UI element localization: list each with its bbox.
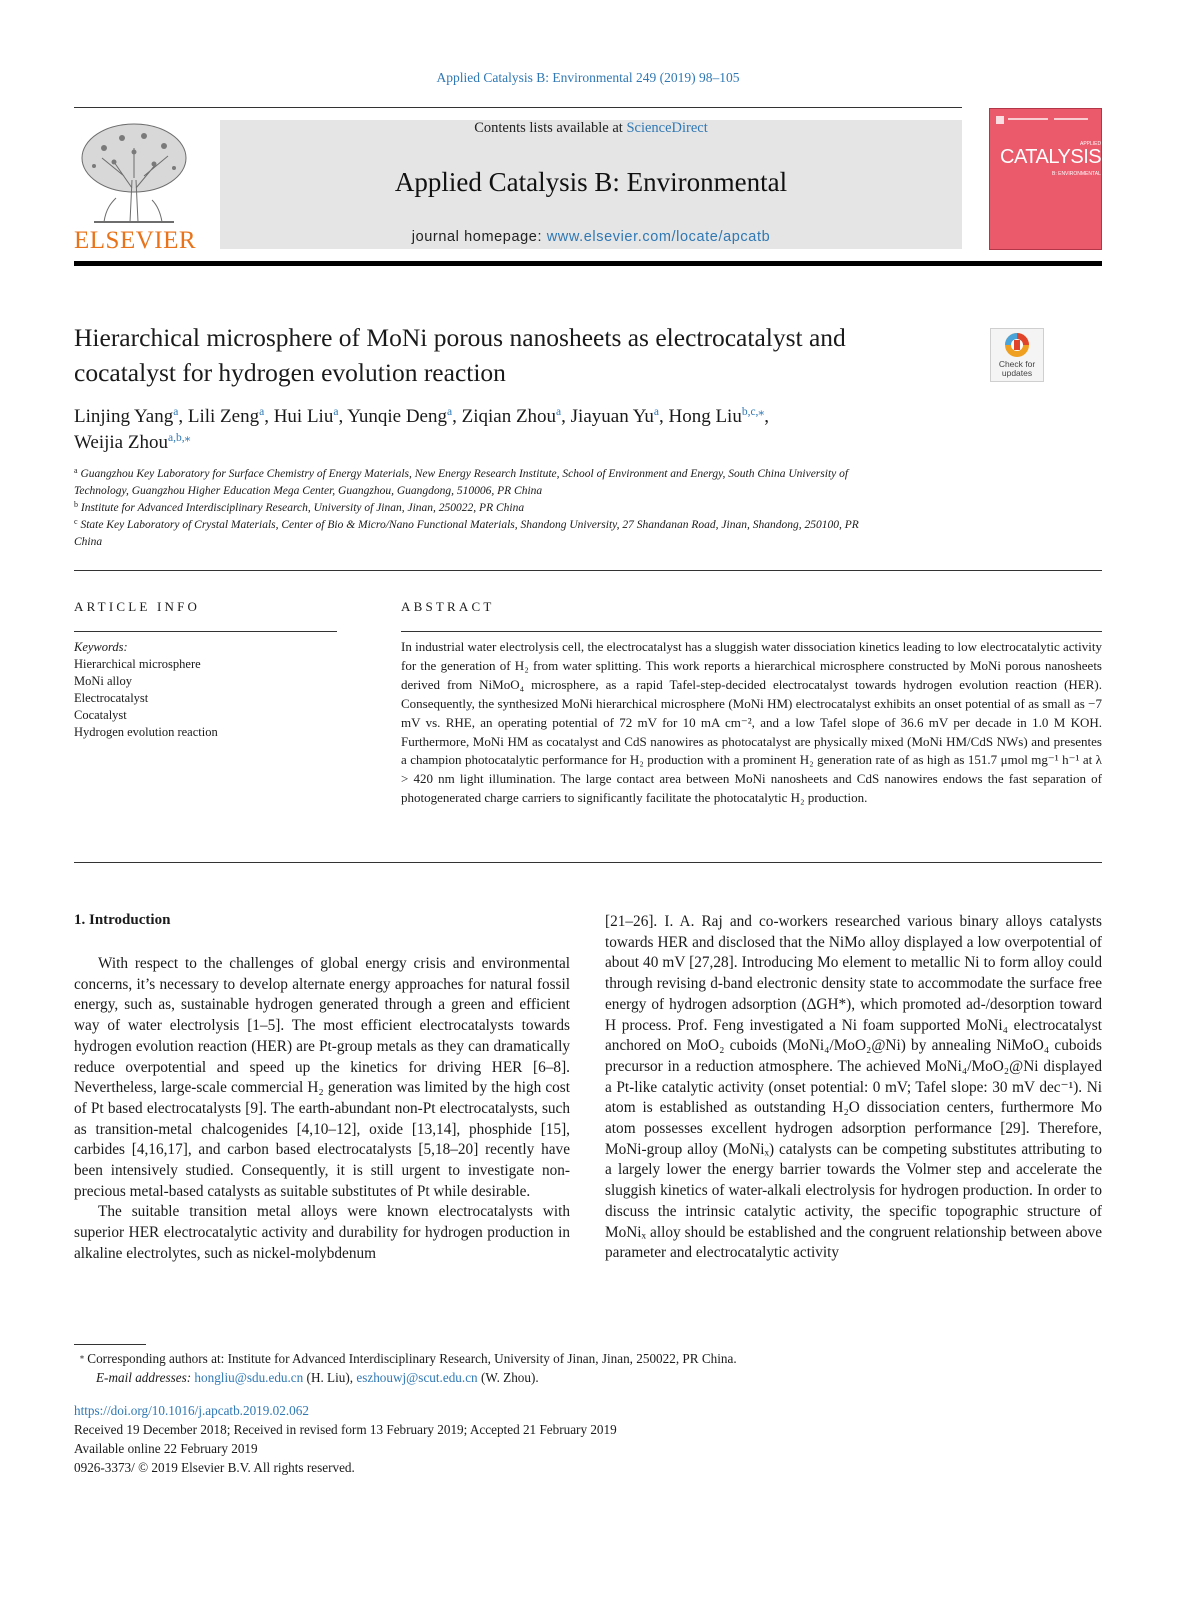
received-dates: Received 19 December 2018; Received in revised form 13 February 2019; Accepted 21 February 2019 <box>74 1422 617 1437</box>
author[interactable]: Jiayuan Yu$^a$, <box>570 406 669 427</box>
crossmark-label: Check for updates <box>998 359 1036 378</box>
keyword-item: Hydrogen evolution reaction <box>74 725 218 739</box>
email-note: E-mail addresses: hongliu@sdu.edu.cn (H. Liu), eszhouwj@scut.edu.cn (W. Zhou). <box>96 1370 539 1385</box>
available-online: Available online 22 February 2019 <box>74 1441 258 1456</box>
article-title <box>74 320 974 390</box>
intro-paragraph: The suitable transition metal alloys were known electrocatalysts with superior HER electrocatalytic activity and durability for hydrogen production in alkaline electrolytes, such as nickel-molybdenum <box>74 1203 570 1262</box>
cover-title: CATALYSIS <box>1000 146 1102 168</box>
author[interactable]: Linjing Yang$^a$, <box>74 406 188 427</box>
abstract-rule <box>401 631 1102 632</box>
keyword-item: Electrocatalyst <box>74 691 149 705</box>
abstract-bottom-rule <box>74 862 1102 863</box>
footnote-rule <box>74 1344 146 1345</box>
article-info-heading: ARTICLE INFO <box>74 599 201 614</box>
author[interactable]: Ziqian Zhou$^a$, <box>461 406 571 427</box>
homepage-link[interactable]: www.elsevier.com/locate/apcatb <box>546 229 771 245</box>
masthead-thick-rule <box>74 261 1102 266</box>
intro-paragraph: With respect to the challenges of global energy crisis and environmental concerns, it’s necessary to develop alternate energy approaches for natural fossil energy, such as, sustainable hydrogen generated through a green and efficient way of water electrolysis [1–5]. The most efficient electrocatalysts towards hydrogen evolution reaction (HER) are Pt-group metals as they can dramatically reduce overpotential and speed up the kinetics for driving HER [6–8]. Nevertheless, large-scale commercial H₂ generation was limited by the high cost of Pt based electrocatalysts [9]. The earth-abundant non-Pt electrocatalysts, such as transition-metal chalcogenides [4,10–12], oxide [13,14], phosphide [15], carbides [4,16,17], and carbon based electrocatalysts [5,18–20] recently have been intensively studied. Consequently, it is still urgent to investigate non-precious metal-based catalysts as suitable substitutes of Pt while desirable. <box>74 955 570 1200</box>
elsevier-wordmark[interactable]: ELSEVIER <box>74 227 197 254</box>
copyright: 0926-3373/ © 2019 Elsevier B.V. All rights reserved. <box>74 1460 355 1475</box>
introduction-heading: 1. Introduction <box>74 912 171 928</box>
doi-link[interactable]: https://doi.org/10.1016/j.apcatb.2019.02.062 <box>74 1403 309 1418</box>
keyword-item: MoNi alloy <box>74 674 132 688</box>
cover-subtitle: B: ENVIRONMENTAL <box>1052 171 1101 177</box>
author[interactable]: Weijia Zhou$^{a,b,⁎}$ <box>74 432 191 453</box>
body-column-left <box>74 954 570 1265</box>
article-title-line2: cocatalyst for hydrogen evolution reaction <box>74 358 506 387</box>
corresponding-author-note: ⁎ Corresponding authors at: Institute for Advanced Interdisciplinary Research, University of Jinan, Jinan, 250022, PR China. <box>80 1351 737 1366</box>
cover-header-marks <box>994 114 1094 134</box>
crossmark-icon <box>1002 331 1032 359</box>
keyword-item: Cocatalyst <box>74 708 127 722</box>
abstract-heading: ABSTRACT <box>401 599 495 614</box>
email-link[interactable]: eszhouwj@scut.edu.cn <box>356 1370 478 1385</box>
body-column-right <box>605 912 1102 1264</box>
author[interactable]: Hong Liu$^{b,c,⁎}$, <box>668 406 769 427</box>
section-rule <box>74 570 1102 571</box>
article-title-line1: Hierarchical microsphere of MoNi porous nanosheets as electrocatalyst and <box>74 323 846 352</box>
author-list <box>74 404 1074 456</box>
homepage-line <box>220 229 962 245</box>
intro-paragraph: [21–26]. I. A. Raj and co-workers researched various binary alloys catalysts towards HER and disclosed that the NiMo alloy displayed a low overpotential of about 40 mV [27,28]. Introducing Mo element to metallic Ni to form alloy could through revising d-band electronic density state to accommodate the surface free energy of hydrogen adsorption (ΔGH*), which promoted ad-/desorption toward H process. Prof. Feng investigated a Ni foam supported MoNi₄ electrocatalyst anchored on MoO₂ cuboids (MoNi₄/MoO₂@Ni) by annealing NiMoO₄ cuboids precursor in a reduction atmosphere. The achieved MoNi₄/MoO₂@Ni displayed a Pt-like catalytic activity (onset potential: 0 mV; Tafel slope: 30 mV dec⁻¹). Ni atom is established as outstanding H₂O dissociation centers, furthermore Mo atom possesses excellent hydrogen adsorption performance [29]. Therefore, MoNi-group alloy (MoNiₓ) catalysts can be competing substitutes attributing to a largely lower the energy barrier towards the Volmer step and accelerate the sluggish kinetics of water-alkali electrolysis for hydrogen production. In order to discuss the intrinsic catalytic activity, the specific topographic structure of MoNiₓ alloy should be established and the congruent relationship between above parameter and electrocatalytic activity <box>605 913 1102 1262</box>
article-info-rule <box>74 631 337 632</box>
affiliation-b: $^b$ Institute for Advanced Interdisciplinary Research, University of Jinan, Jinan, 250022, PR China <box>74 500 525 514</box>
sciencedirect-link[interactable]: ScienceDirect <box>626 120 708 136</box>
journal-reference[interactable]: Applied Catalysis B: Environmental 249 (2019) 98–105 <box>436 70 740 85</box>
email-link[interactable]: hongliu@sdu.edu.cn <box>194 1370 304 1385</box>
header-rule <box>74 107 962 108</box>
contents-prefix: Contents lists available at <box>474 120 627 136</box>
author[interactable]: Hui Liu$^a$, <box>273 406 348 427</box>
author[interactable]: Lili Zeng$^a$, <box>187 406 274 427</box>
cover-applied-label: APPLIED <box>1080 141 1102 147</box>
homepage-prefix: journal homepage: <box>411 229 547 245</box>
author[interactable]: Yunqie Deng$^a$, <box>347 406 462 427</box>
keyword-item: Hierarchical microsphere <box>74 657 201 671</box>
keywords-label: Keywords: <box>74 640 128 654</box>
affiliation-a: $^a$ Guangzhou Key Laboratory for Surface Chemistry of Energy Materials, New Energy Research Institute, School of Environment and Energy, South China University of Technology, Guangzhou Higher Education Mega Center, Guangzhou, Guangdong, 510006, PR China <box>74 466 849 497</box>
abstract-text: In industrial water electrolysis cell, the electrocatalyst has a sluggish water dissociation kinetics leading to low electrocatalytic activity for the generation of H₂ from water splitting. This work reports a hierarchical microsphere constructed by MoNi porous nanosheets derived from NiMoO₄ microsphere, as a rapid Tafel-step-decided electrocatalyst towards hydrogen evolution reaction (HER). Consequently, the synthesized MoNi hierarchical microsphere (MoNi HM) electrocatalyst exhibits an onset potential of as small as −7 mV vs. RHE, an operating potential of 72 mV for 10 mA cm⁻², and a low Tafel slope of 36.6 mV per decade in 1.0 M KOH. Furthermore, MoNi HM as cocatalyst and CdS nanowires as photocatalyst are physically mixed (MoNi HM/CdS NWs) and presentes a champion photocatalytic performance for H₂ production with a prominent H₂ generation rate of as high as 151.7 μmol mg⁻¹ h⁻¹ at λ > 420 nm light illumination. The large contact area between MoNi nanosheets and CdS nanowires endows the fast separation of photogenerated charge carriers to significantly facilitate the photocatalytic H₂ production. <box>401 639 1102 806</box>
journal-title: Applied Catalysis B: Environmental <box>394 167 788 197</box>
affiliation-c: $^c$ State Key Laboratory of Crystal Materials, Center of Bio & Micro/Nano Functional Materials, Shandong University, 27 Shandanan Road, Jinan, Shandong, 250100, PR China <box>74 517 859 548</box>
contents-line <box>220 120 962 137</box>
